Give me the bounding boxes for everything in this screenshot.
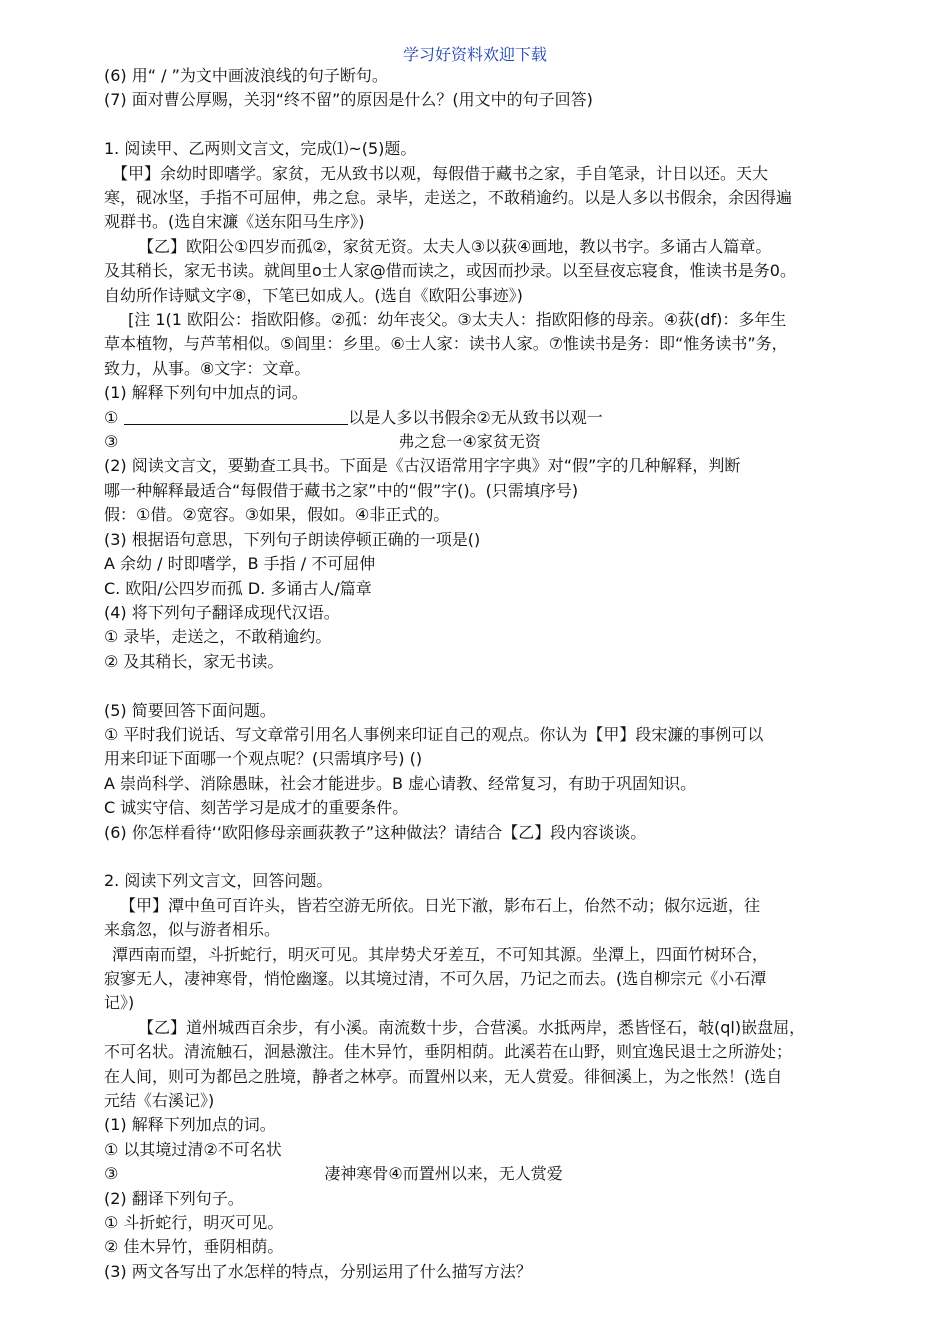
question-line: ② 佳木异竹，垂阴相荫。 bbox=[104, 1237, 284, 1257]
answer-line bbox=[104, 430, 904, 454]
option-line: A 崇尚科学、消除愚昧，社会才能进步。B 虚心请教、经常复习，有助于巩固知识。 bbox=[104, 773, 697, 793]
answer-line bbox=[104, 406, 904, 430]
passage-line: 元结《右溪记》) bbox=[104, 1091, 215, 1111]
page-header: 学习好资料欢迎下载 bbox=[402, 45, 547, 64]
item-number: ③ bbox=[104, 432, 119, 452]
question-line: (1) 解释下列句中加点的词。 bbox=[104, 383, 308, 403]
passage-line: 潭西南而望，斗折蛇行，明灭可见。其岸势犬牙差互，不可知其源。坐潭上，四面竹树环合， bbox=[112, 944, 769, 964]
item-text: 以是人多以书假余②无从致书以观一 bbox=[348, 407, 603, 427]
passage-line: 不可名状。清流触石，洄悬激注。佳木异竹，垂阴相荫。此溪若在山野，则宜逸民退士之所游处； bbox=[104, 1042, 793, 1062]
document-body bbox=[104, 64, 904, 1284]
option-line: C. 欧阳/公四岁而孤 D. 多诵古人/篇章 bbox=[104, 578, 372, 598]
question-line: (6) 你怎样看待‘‘欧阳修母亲画荻教子”这种做法？请结合【乙】段内容谈谈。 bbox=[104, 822, 647, 842]
item-text: 弗之怠一④家贫无资 bbox=[398, 432, 541, 452]
passage-line: 在人间，则可为都邑之胜境，静者之林亭。而置州以来，无人赏爱。徘徊溪上，为之怅然！(选自 bbox=[104, 1066, 783, 1086]
passage-line: 寂寥无人，凄神寒骨，悄怆幽邃。以其境过清，不可久居，乃记之而去。(选自柳宗元《小石潭 bbox=[104, 968, 767, 988]
answer-line bbox=[104, 1162, 904, 1186]
passage-line: 【甲】潭中鱼可百许头，皆若空游无所依。日光下澈，影布石上，佁然不动；俶尔远逝，往 bbox=[120, 895, 761, 915]
answer-blank bbox=[124, 408, 348, 425]
question-line: (5) 简要回答下面问题。 bbox=[104, 700, 276, 720]
item-text: 凄神寒骨④而置州以来，无人赏爱 bbox=[324, 1164, 563, 1184]
question-line: ① 平时我们说话、写文章常引用名人事例来印证自己的观点。你认为【甲】段宋濂的事例可以 bbox=[104, 724, 764, 744]
passage-line: 及其稍长，家无书读。就闾里o士人家@借而读之，或因而抄录。以至昼夜忘寝食，惟读书是务0。 bbox=[104, 261, 796, 281]
question-line: (3) 根据语句意思，下列句子朗读停顿正确的一项是() bbox=[104, 529, 481, 549]
question-line: (2) 阅读文言文，要勤查工具书。下面是《古汉语常用字字典》对“假”字的几种解释，判断 bbox=[104, 456, 741, 476]
question-line: ① 以其境过清②不可名状 bbox=[104, 1139, 282, 1159]
item-number: ① bbox=[104, 407, 119, 427]
question-line: (3) 两文各写出了水怎样的特点，分别运用了什么描写方法？ bbox=[104, 1261, 532, 1281]
passage-line: 寒，砚冰坚，手指不可屈伸，弗之怠。录毕，走送之，不敢稍逾约。以是人多以书假余，余因得遍 bbox=[104, 188, 793, 208]
option-line: C 诚实守信、刻苦学习是成才的重要条件。 bbox=[104, 798, 409, 818]
passage-line: 【乙】道州城西百余步，有小溪。南流数十步，合营溪。水抵两岸，悉皆怪石，攲(ql)嵌盘屈， bbox=[138, 1017, 806, 1037]
question-line: (6) 用“ / ”为文中画波浪线的句子断句。 bbox=[104, 66, 388, 85]
passage-line: 自幼所作诗赋文字⑧，下笔已如成人。(选自《欧阳公事迹》) bbox=[104, 285, 523, 305]
section-heading: 2. 阅读下列文言文，回答问题。 bbox=[104, 871, 333, 891]
passage-line: 【乙】欧阳公①四岁而孤②，家贫无资。太夫人③以荻④画地，教以书字。多诵古人篇章。 bbox=[138, 236, 772, 256]
item-number: ③ bbox=[104, 1164, 119, 1184]
question-line: (2) 翻译下列句子。 bbox=[104, 1188, 244, 1208]
question-line: (4) 将下列句子翻译成现代汉语。 bbox=[104, 602, 340, 622]
section-heading: 1. 阅读甲、乙两则文言文，完成⑴~(5)题。 bbox=[104, 139, 417, 159]
note-line: 草本植物，与芦苇相似。⑤闾里：乡里。⑥士人家：读书人家。⑦惟读书是务：即“惟务读书”务， bbox=[104, 334, 788, 354]
question-line: 假：①借。②宽容。③如果，假如。④非正式的。 bbox=[104, 505, 450, 525]
passage-line: 记》) bbox=[104, 993, 135, 1013]
passage-line: 观群书。(选自宋濂《送东阳马生序》) bbox=[104, 212, 365, 232]
passage-line: 来翕忽，似与游者相乐。 bbox=[104, 920, 281, 940]
question-line: 用来印证下面哪一个观点呢？(只需填序号) () bbox=[104, 749, 423, 769]
passage-line: 【甲】余幼时即嗜学。家贫，无从致书以观，每假借于藏书之家，手自笔录，计日以还。天大 bbox=[112, 163, 769, 183]
question-line: 哪一种解释最适合“每假借于藏书之家”中的“假”字()。(只需填序号) bbox=[104, 480, 579, 500]
question-line: (1) 解释下列加点的词。 bbox=[104, 1115, 276, 1135]
note-line: [注 1(1 欧阳公：指欧阳修。②孤：幼年丧父。③太夫人：指欧阳修的母亲。④荻(df)：多年生 bbox=[128, 310, 787, 330]
note-line: 致力，从事。⑧文字：文章。 bbox=[104, 358, 311, 378]
question-line: (7) 面对曹公厚赐，关羽“终不留”的原因是什么？(用文中的句子回答) bbox=[104, 90, 593, 110]
question-line: ② 及其稍长，家无书读。 bbox=[104, 651, 284, 671]
option-line: A 余幼 / 时即嗜学，B 手指 / 不可屈伸 bbox=[104, 554, 376, 574]
question-line: ① 录毕，走送之，不敢稍逾约。 bbox=[104, 627, 332, 647]
question-line: ① 斗折蛇行，明灭可见。 bbox=[104, 1213, 284, 1233]
